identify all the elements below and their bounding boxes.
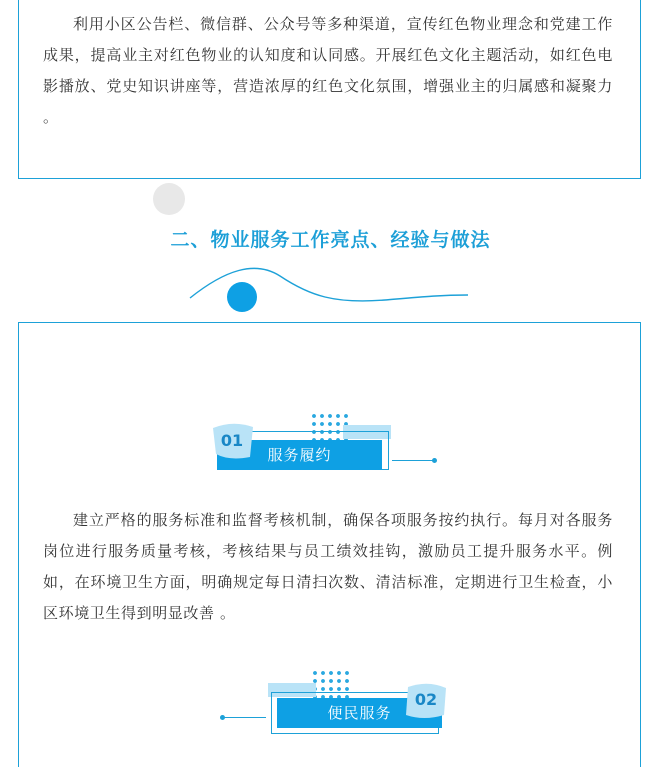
item-number: 02	[414, 690, 438, 709]
connector-line	[392, 460, 434, 461]
item-paragraph: 建立严格的服务标准和监督考核机制，确保各项服务按约执行。每月对各服务岗位进行服务质量考核，考核结果与员工绩效挂钩，激励员工提升服务水平。例如，在环境卫生方面，明确规定每日清扫次数、清洁标准，定期进行卫生检查，小区环境卫生得到明显改善 。	[43, 511, 613, 622]
connector-line	[222, 717, 266, 718]
wave-accent-circle	[227, 282, 257, 312]
connector-dot	[432, 458, 437, 463]
decorative-circle	[153, 183, 185, 215]
item-title-bar: 便民服务	[277, 698, 442, 728]
item-number: 01	[220, 431, 244, 450]
wave-divider	[185, 262, 475, 314]
section-heading: 二、物业服务工作亮点、经验与做法	[170, 229, 491, 251]
item-title-bar: 服务履约	[217, 440, 382, 470]
intro-paragraph: 利用小区公告栏、微信群、公众号等多种渠道，宣传红色物业理念和党建工作成果，提高业主对红色物业的认知度和认同感。开展红色文化主题活动，如红色电影播放、党史知识讲座等，营造浓厚的红色文化氛围，增强业主的归属感和凝聚力 。	[43, 15, 613, 126]
